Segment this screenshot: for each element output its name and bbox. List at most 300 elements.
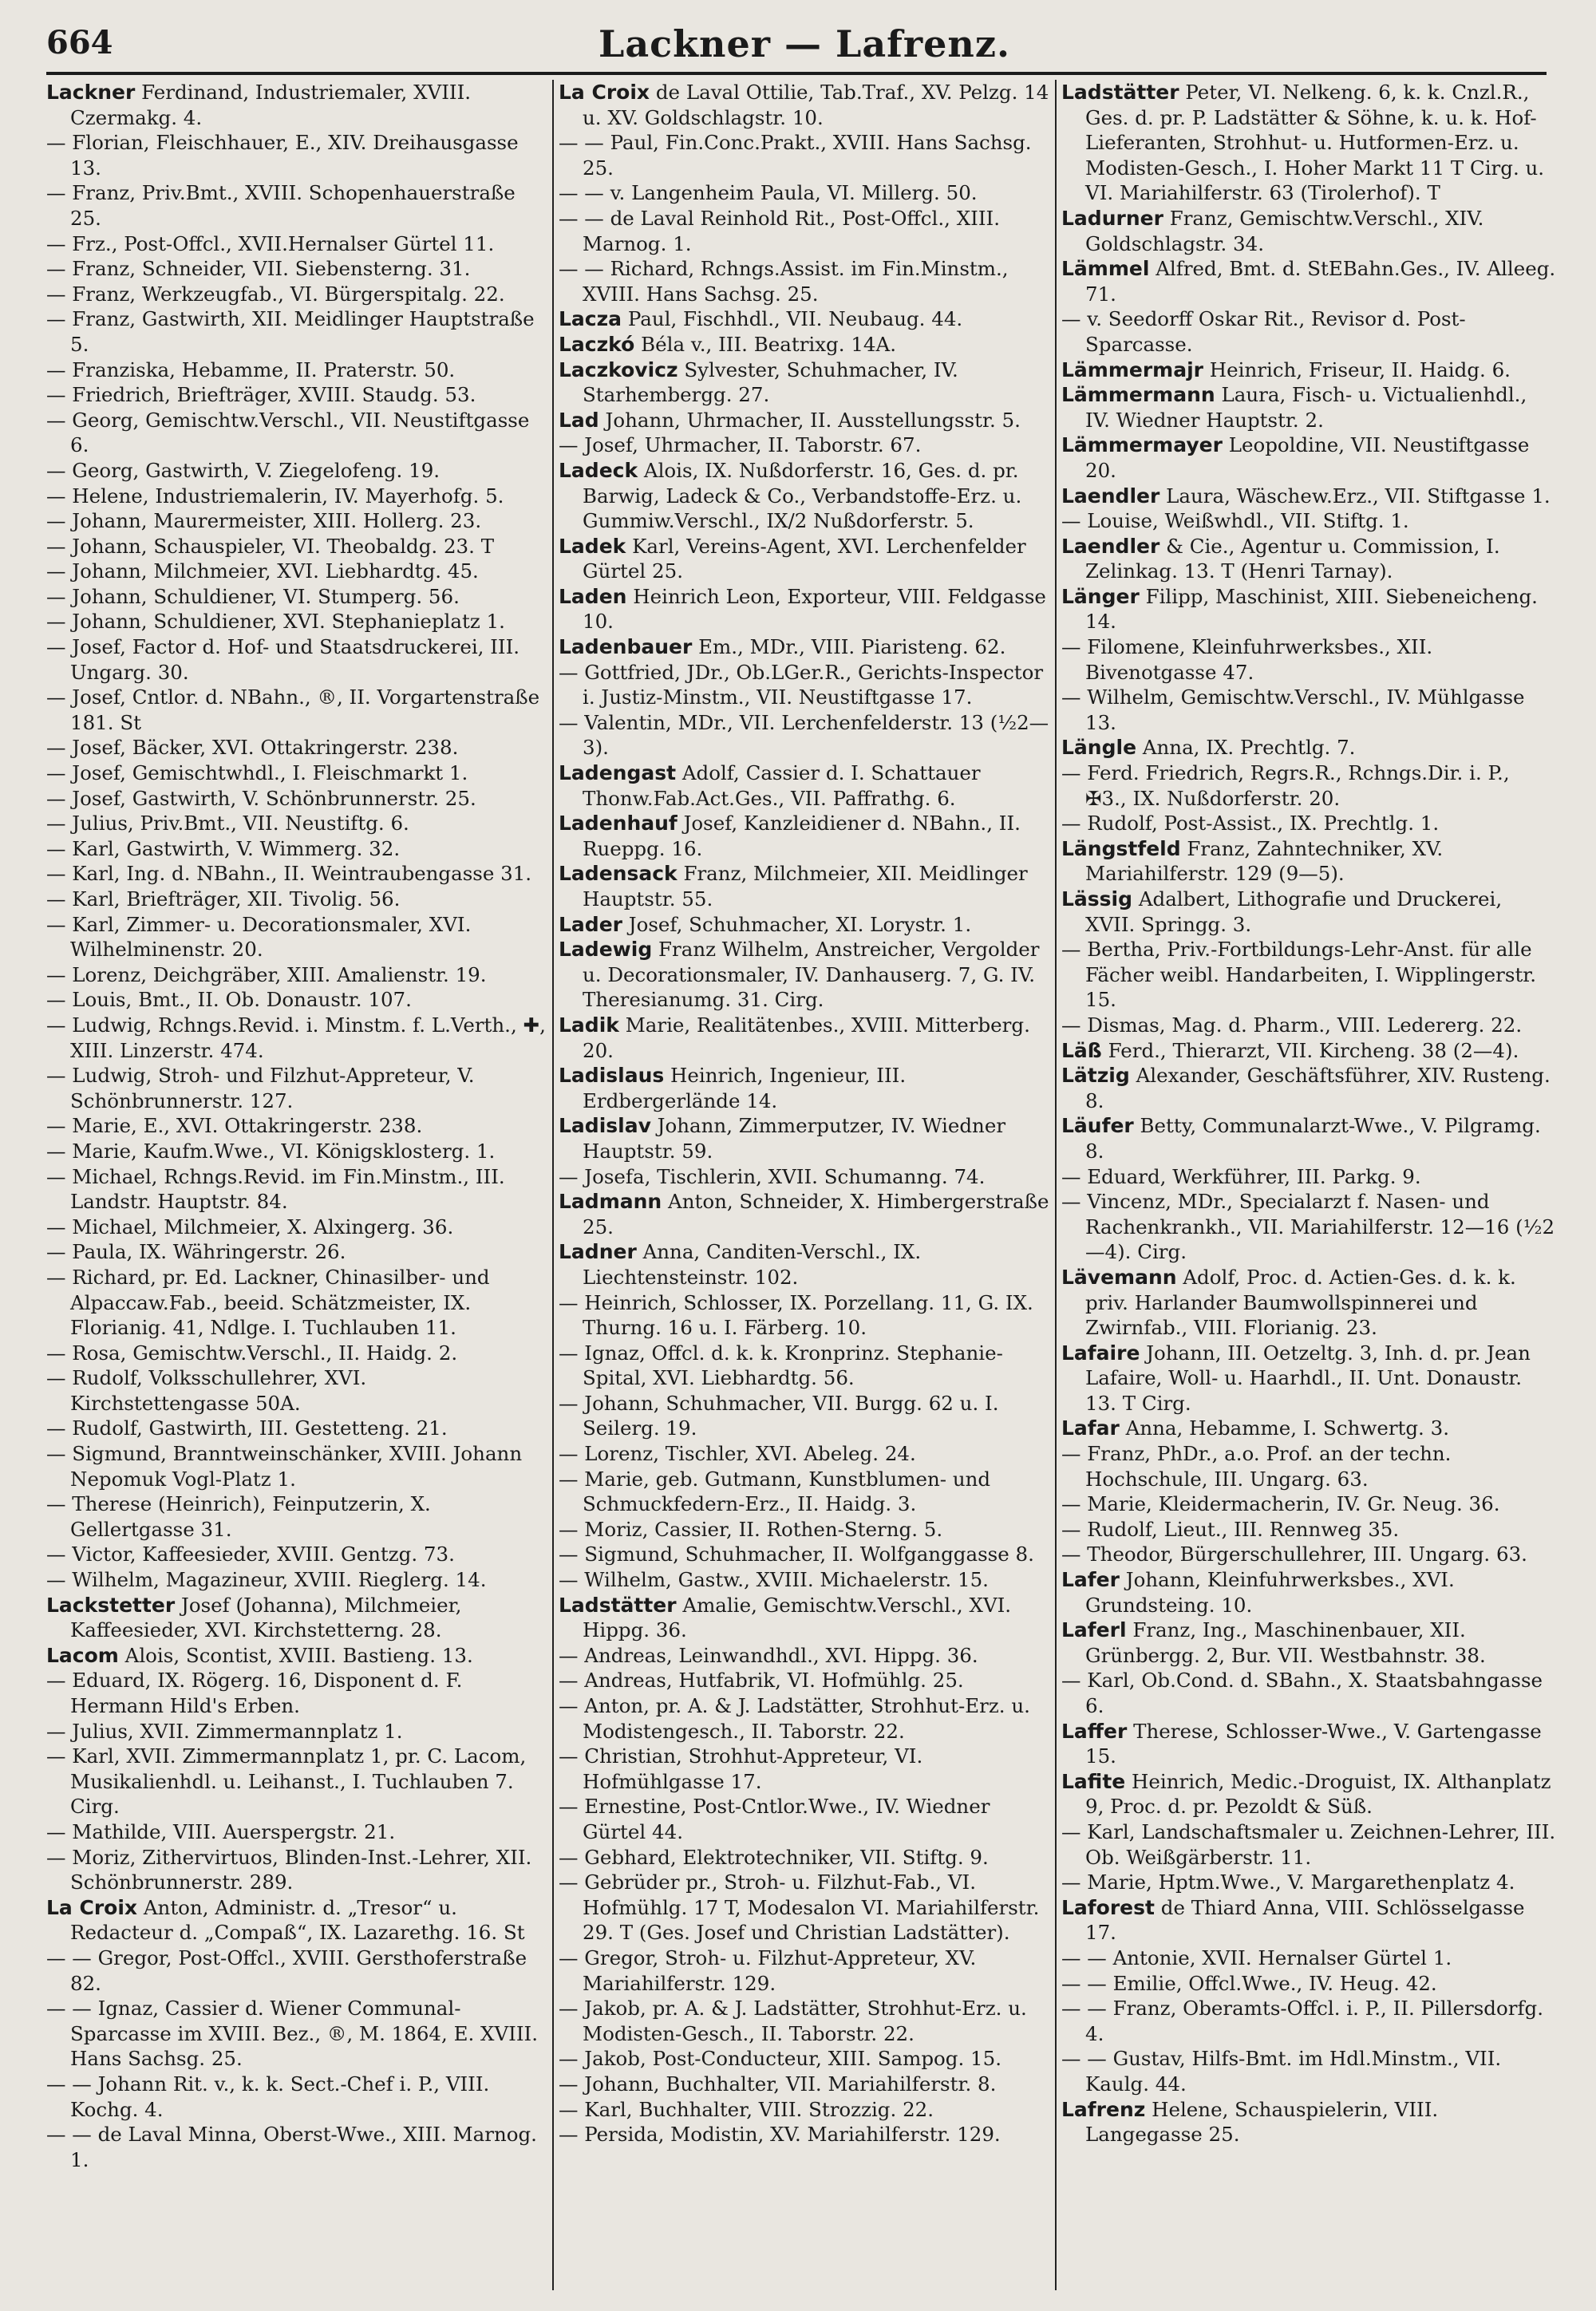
- entry-surname: Ladstätter: [559, 1593, 677, 1617]
- entry-text: — Gebhard, Elektrotechniker, VII. Stiftg. 9.: [559, 1845, 989, 1869]
- entry-text: — — de Laval Minna, Oberst-Wwe., XIII. Marnog. 1.: [46, 2123, 537, 2171]
- entry-text: Josef, Schuhmacher, XI. Lorystr. 1.: [622, 912, 972, 936]
- directory-entry: [46, 760, 547, 786]
- directory-entry: [46, 609, 547, 634]
- directory-entry: [559, 1290, 1050, 1341]
- directory-entry: [46, 1593, 547, 1643]
- directory-entry: [1061, 1038, 1556, 1064]
- entry-text: — Wilhelm, Gemischtw.Verschl., IV. Mühlgasse 13.: [1061, 685, 1525, 734]
- directory-entry: [559, 710, 1050, 760]
- entry-text: Heinrich, Friseur, II. Haidg. 6.: [1203, 358, 1511, 381]
- directory-entry: [1061, 1996, 1556, 2046]
- entry-text: Franz, Milchmeier, XII. Meidlinger Hauptstr. 55.: [583, 862, 1028, 911]
- directory-entry: [559, 1239, 1050, 1290]
- directory-entry: [1061, 811, 1556, 836]
- entry-text: — — Emilie, Offcl.Wwe., IV. Heug. 42.: [1061, 1971, 1437, 1995]
- entry-text: — Marie, E., XVI. Ottakringerstr. 238.: [46, 1114, 423, 1138]
- entry-text: — Anton, pr. A. & J. Ladstätter, Strohhut-Erz. u. Modistengesch., II. Taborstr. 22.: [559, 1694, 1030, 1743]
- directory-entry: [559, 130, 1050, 180]
- entry-text: — Johann, Schauspieler, VI. Theobaldg. 23. T: [46, 534, 495, 558]
- entry-surname: Lafar: [1061, 1416, 1120, 1440]
- entry-text: — Christian, Strohhut-Appreteur, VI. Hofmühlgasse 17.: [559, 1744, 923, 1793]
- directory-entry: [559, 358, 1050, 408]
- directory-entry: [1061, 433, 1556, 483]
- page-title: Lackner — Lafrenz.: [598, 22, 1011, 65]
- entry-text: — Jakob, pr. A. & J. Ladstätter, Strohhut-Erz. u. Modisten-Gesch., II. Taborstr. 22.: [559, 1997, 1027, 2045]
- directory-entry: [559, 1341, 1050, 1391]
- entry-text: Peter, VI. Nelkeng. 6, k. k. Cnzl.R., Ges. d. pr. P. Ladstätter & Söhne, k. u. k. Hof-Lieferanten, Strohhut- u. Hutformen-Erz. u. Modisten-Gesch., I. Hoher Markt 11 T Cirg. u. VI. Mariahilferstr. 63 (Tirolerhof). T: [1085, 81, 1545, 205]
- entry-text: — Rudolf, Post-Assist., IX. Prechtlg. 1.: [1061, 812, 1440, 836]
- directory-entry: [46, 1365, 547, 1416]
- entry-surname: Ladurner: [1061, 206, 1163, 230]
- directory-entry: [1061, 1870, 1556, 1895]
- entry-text: Karl, Vereins-Agent, XVI. Lerchenfelder Gürtel 25.: [583, 534, 1026, 583]
- directory-entry: [559, 1845, 1050, 1871]
- entry-text: — Persida, Modistin, XV. Mariahilferstr. 129.: [559, 2123, 1001, 2147]
- entry-text: — Karl, Zimmer- u. Decorationsmaler, XVI. Wilhelminenstr. 20.: [46, 912, 472, 962]
- directory-entry: [46, 1164, 547, 1215]
- directory-entry: [559, 306, 1050, 332]
- directory-entry: [559, 332, 1050, 358]
- directory-entry: [46, 358, 547, 383]
- directory-entry: [46, 962, 547, 988]
- directory-entry: [1061, 1769, 1556, 1819]
- directory-entry: [1061, 1416, 1556, 1441]
- directory-entry: [559, 1013, 1050, 1063]
- directory-entry: [1061, 1265, 1556, 1341]
- directory-entry: [559, 256, 1050, 306]
- directory-entry: [559, 433, 1050, 458]
- entry-text: — Andreas, Hutfabrik, VI. Hofmühlg. 25.: [559, 1669, 964, 1693]
- entry-text: Amalie, Gemischtw.Verschl., XVI. Hippg. 36.: [583, 1593, 1012, 1642]
- entry-text: — Josef, Bäcker, XVI. Ottakringerstr. 238.: [46, 736, 459, 760]
- entry-text: — Josef, Factor d. Hof- und Staatsdruckerei, III. Ungarg. 30.: [46, 635, 520, 684]
- directory-entry: [46, 559, 547, 584]
- entry-surname: Lafite: [1061, 1769, 1126, 1793]
- entry-text: — Marie, Kaufm.Wwe., VI. Königsklosterg. 1.: [46, 1139, 496, 1163]
- entry-text: Adalbert, Lithografie und Druckerei, XVII. Springg. 3.: [1085, 887, 1503, 936]
- entry-text: — Florian, Fleischhauer, E., XIV. Dreihausgasse 13.: [46, 131, 519, 180]
- entry-text: Adolf, Proc. d. Actien-Ges. d. k. k. priv. Harlander Baumwollspinnerei und Zwirnfab., VIII. Florianig. 23.: [1085, 1265, 1516, 1340]
- directory-entry: [1061, 1441, 1556, 1491]
- entry-text: Anton, Administr. d. „Tresor“ u. Redacteur d. „Compaß“, IX. Lazarethg. 16. St: [70, 1895, 525, 1945]
- directory-entry: [46, 634, 547, 685]
- entry-text: Anna, Canditen-Verschl., IX. Liechtensteinstr. 102.: [583, 1240, 922, 1289]
- directory-entry: [46, 1895, 547, 1946]
- entry-text: — Michael, Rchngs.Revid. im Fin.Minstm., III. Landstr. Hauptstr. 84.: [46, 1164, 505, 1214]
- entry-surname: Lad: [559, 408, 599, 432]
- directory-entry: [46, 1542, 547, 1567]
- entry-text: — Johann, Maurermeister, XIII. Hollerg. 23.: [46, 509, 482, 533]
- directory-entry: [559, 1391, 1050, 1441]
- entry-text: Alois, IX. Nußdorferstr. 16, Ges. d. pr. Barwig, Ladeck & Co., Verbandstoffe-Erz. u. Gummiw.Verschl., IX/2 Nußdorferstr. 5.: [583, 458, 1022, 533]
- directory-entry: [46, 306, 547, 357]
- entry-text: — Gottfried, JDr., Ob.LGer.R., Gerichts-Inspector i. Justiz-Minstm., VII. Neustiftgasse 17.: [559, 660, 1044, 709]
- entry-text: — Franz, PhDr., a.o. Prof. an der techn. Hochschule, III. Ungarg. 63.: [1061, 1442, 1452, 1491]
- entry-text: Sylvester, Schuhmacher, IV. Starhembergg. 27.: [583, 358, 958, 407]
- directory-entry: [46, 1013, 547, 1063]
- entry-text: — Moriz, Cassier, II. Rothen-Sterng. 5.: [559, 1517, 943, 1541]
- column-divider: [1055, 80, 1057, 2290]
- entry-surname: Laendler: [1061, 484, 1160, 508]
- entry-text: Betty, Communalarzt-Wwe., V. Pilgramg. 8.: [1085, 1114, 1541, 1163]
- column-2: [559, 80, 1050, 2290]
- directory-entry: [1061, 80, 1556, 206]
- entry-text: — Josef, Cntlor. d. NBahn., ®, II. Vorgartenstraße 181. St: [46, 685, 540, 734]
- entry-text: — Filomene, Kleinfuhrwerksbes., XII. Bivenotgasse 47.: [1061, 635, 1433, 684]
- directory-entry: [559, 2072, 1050, 2097]
- entry-text: Marie, Realitätenbes., XVIII. Mitterberg. 20.: [583, 1013, 1030, 1062]
- directory-entry: [46, 912, 547, 962]
- directory-entry: [1061, 484, 1556, 509]
- directory-entry: [1061, 937, 1556, 1013]
- directory-entry: [46, 1996, 547, 2072]
- directory-entry: [46, 1341, 547, 1366]
- entry-text: — — Gregor, Post-Offcl., XVIII. Gersthoferstraße 82.: [46, 1946, 527, 1995]
- entry-text: — Victor, Kaffeesieder, XVIII. Gentzg. 73.: [46, 1543, 455, 1566]
- directory-entry: [46, 1643, 547, 1669]
- directory-entry: [1061, 2046, 1556, 2096]
- page-number: 664: [46, 24, 113, 61]
- column-1: [46, 80, 547, 2290]
- directory-entry: [1061, 508, 1556, 534]
- entry-text: Heinrich, Medic.-Droguist, IX. Althanplatz 9, Proc. d. pr. Pezoldt & Süß.: [1085, 1769, 1551, 1819]
- entry-text: Alois, Scontist, XVIII. Bastieng. 13.: [118, 1643, 473, 1667]
- directory-entry: [1061, 1491, 1556, 1517]
- column-3: [1061, 80, 1556, 2290]
- entry-text: Anton, Schneider, X. Himbergerstraße 25.: [583, 1190, 1049, 1238]
- entry-surname: Laendler: [1061, 534, 1160, 558]
- entry-surname: Lätzig: [1061, 1064, 1130, 1088]
- directory-entry: [46, 836, 547, 862]
- entry-text: — Therese (Heinrich), Feinputzerin, X. Gellertgasse 31.: [46, 1492, 431, 1541]
- directory-entry: [46, 484, 547, 509]
- entry-text: Johann, III. Oetzeltg. 3, Inh. d. pr. Jean Lafaire, Woll- u. Haarhdl., II. Unt. Donaustr. 13. T Cirg.: [1085, 1341, 1531, 1415]
- directory-entry: [559, 1164, 1050, 1190]
- entry-surname: Ladengast: [559, 761, 677, 785]
- directory-entry: [46, 1744, 547, 1819]
- entry-text: — Andreas, Leinwandhdl., XVI. Hippg. 36.: [559, 1643, 978, 1667]
- entry-text: — Johann, Buchhalter, VII. Mariahilferstr. 8.: [559, 2072, 997, 2096]
- directory-entry: [1061, 887, 1556, 937]
- directory-entry: [559, 1996, 1050, 2046]
- entry-surname: Laffer: [1061, 1719, 1128, 1743]
- entry-surname: Läß: [1061, 1038, 1102, 1062]
- entry-text: — Heinrich, Schlosser, IX. Porzellang. 11, G. IX. Thurng. 16 u. I. Färberg. 10.: [559, 1290, 1033, 1340]
- directory-entry: [1061, 1819, 1556, 1870]
- entry-text: — Gebrüder pr., Stroh- u. Filzhut-Fab., VI. Hofmühlg. 17 T, Modesalon VI. Mariahilferstr. 29. T (Ges. Josef und Christian Ladstätter).: [559, 1871, 1040, 1945]
- directory-entry: [1061, 584, 1556, 634]
- directory-entry: [46, 1441, 547, 1491]
- entry-surname: Lämmermayer: [1061, 433, 1223, 457]
- entry-surname: Lafaire: [1061, 1341, 1140, 1365]
- entry-text: Adolf, Cassier d. I. Schattauer Thonw.Fab.Act.Ges., VII. Paffrathg. 6.: [583, 761, 981, 810]
- entry-surname: Lämmermann: [1061, 383, 1215, 407]
- entry-text: Josef (Johanna), Milchmeier, Kaffeesieder, XVI. Kirchstetterng. 28.: [70, 1593, 462, 1642]
- entry-text: — Johann, Milchmeier, XVI. Liebhardtg. 45.: [46, 559, 479, 583]
- directory-entry: [559, 180, 1050, 206]
- entry-text: — Franz, Gastwirth, XII. Meidlinger Hauptstraße 5.: [46, 307, 535, 356]
- directory-entry: [1061, 1063, 1556, 1113]
- entry-surname: Ladislaus: [559, 1064, 665, 1088]
- directory-entry: [46, 508, 547, 534]
- entry-text: Leopoldine, VII. Neustiftgasse 20.: [1085, 433, 1530, 482]
- directory-entry: [46, 1567, 547, 1593]
- directory-entry: [46, 1139, 547, 1164]
- directory-entry: [559, 408, 1050, 433]
- entry-text: — Valentin, MDr., VII. Lerchenfelderstr. 13 (½2—3).: [559, 710, 1049, 760]
- directory-entry: [46, 2072, 547, 2122]
- entry-text: — Josef, Uhrmacher, II. Taborstr. 67.: [559, 433, 922, 457]
- entry-text: — Friedrich, Briefträger, XVIII. Staudg. 53.: [46, 383, 476, 407]
- directory-entry: [559, 1946, 1050, 1996]
- directory-entry: [559, 1794, 1050, 1844]
- directory-entry: [559, 2122, 1050, 2147]
- entry-text: Alfred, Bmt. d. StEBahn.Ges., IV. Alleeg. 71.: [1085, 257, 1556, 306]
- directory-entry: [1061, 1668, 1556, 1718]
- entry-surname: Laforest: [1061, 1895, 1155, 1919]
- entry-text: Laura, Wäschew.Erz., VII. Stiftgasse 1.: [1159, 484, 1551, 508]
- directory-entry: [559, 206, 1050, 256]
- entry-surname: Laden: [559, 584, 627, 608]
- directory-entry: [46, 811, 547, 836]
- directory-entry: [46, 130, 547, 180]
- entry-text: — Wilhelm, Magazineur, XVIII. Rieglerg. 14.: [46, 1568, 487, 1592]
- entry-text: Heinrich, Ingenieur, III. Erdbergerlände 14.: [583, 1064, 907, 1112]
- directory-entry: [559, 1643, 1050, 1669]
- entry-text: — Michael, Milchmeier, X. Alxingerg. 36.: [46, 1215, 454, 1238]
- entry-text: — Marie, Kleidermacherin, IV. Gr. Neug. 36.: [1061, 1492, 1500, 1516]
- entry-surname: Lafrenz: [1061, 2097, 1146, 2121]
- entry-surname: Laczkó: [559, 332, 635, 356]
- entry-surname: Ladik: [559, 1013, 619, 1037]
- directory-entry: [1061, 1618, 1556, 1668]
- entry-text: — — Paul, Fin.Conc.Prakt., XVIII. Hans Sachsg. 25.: [559, 131, 1032, 180]
- entry-text: Franz Wilhelm, Anstreicher, Vergolder u. Decorationsmaler, IV. Danhauserg. 7, G. IV. Theresianumg. 31. Cirg.: [583, 938, 1040, 1012]
- directory-entry: [46, 231, 547, 257]
- entry-text: — Karl, Ob.Cond. d. SBahn., X. Staatsbahngasse 6.: [1061, 1669, 1543, 1717]
- entry-text: Em., MDr., VIII. Piaristeng. 62.: [692, 635, 1006, 659]
- entry-text: — Rudolf, Gastwirth, III. Gestetteng. 21.: [46, 1416, 448, 1440]
- directory-entry: [46, 987, 547, 1013]
- directory-entry: [559, 1189, 1050, 1239]
- entry-text: — Helene, Industriemalerin, IV. Mayerhofg. 5.: [46, 484, 504, 508]
- directory-entry: [1061, 534, 1556, 584]
- entry-surname: Ladewig: [559, 938, 653, 962]
- entry-text: Johann, Zimmerputzer, IV. Wiedner Hauptstr. 59.: [583, 1114, 1006, 1163]
- entry-text: — Lorenz, Tischler, XVI. Abeleg. 24.: [559, 1442, 916, 1466]
- entry-text: — Ernestine, Post-Cntlor.Wwe., IV. Wiedner Gürtel 44.: [559, 1795, 990, 1843]
- entry-surname: Ladek: [559, 534, 626, 558]
- entry-text: — Marie, geb. Gutmann, Kunstblumen- und Schmuckfedern-Erz., II. Haidg. 3.: [559, 1467, 991, 1516]
- directory-entry: [559, 1542, 1050, 1567]
- directory-entry: [559, 811, 1050, 861]
- directory-entry: [559, 1668, 1050, 1693]
- entry-text: — — v. Langenheim Paula, VI. Millerg. 50.: [559, 181, 978, 205]
- entry-text: — — Richard, Rchngs.Assist. im Fin.Minstm., XVIII. Hans Sachsg. 25.: [559, 257, 1009, 306]
- entry-text: — — Gustav, Hilfs-Bmt. im Hdl.Minstm., VII. Kaulg. 44.: [1061, 2047, 1502, 2096]
- entry-surname: Lacom: [46, 1643, 119, 1667]
- directory-entry: [46, 382, 547, 408]
- entry-text: — Ludwig, Rchngs.Revid. i. Minstm. f. L.Verth., ✚, XIII. Linzerstr. 474.: [46, 1013, 546, 1062]
- column-divider: [552, 80, 554, 2290]
- directory-entry: [46, 1819, 547, 1845]
- directory-entry: [46, 887, 547, 912]
- entry-surname: La Croix: [559, 81, 650, 104]
- entry-surname: Lämmermajr: [1061, 358, 1204, 381]
- entry-surname: Ladstätter: [1061, 81, 1179, 104]
- entry-surname: Lackstetter: [46, 1593, 176, 1617]
- entry-text: — Karl, Gastwirth, V. Wimmerg. 32.: [46, 836, 401, 860]
- entry-surname: Länger: [1061, 584, 1140, 608]
- entry-surname: Läufer: [1061, 1114, 1134, 1138]
- directory-entry: [559, 861, 1050, 911]
- entry-surname: Ladmann: [559, 1190, 662, 1214]
- directory-entry: [559, 584, 1050, 634]
- directory-entry: [1061, 1517, 1556, 1543]
- entry-text: Paul, Fischhdl., VII. Neubaug. 44.: [622, 307, 963, 331]
- directory-entry: [46, 1265, 547, 1341]
- directory-entry: [1061, 256, 1556, 306]
- entry-text: — — Antonie, XVII. Hernalser Gürtel 1.: [1061, 1946, 1452, 1969]
- page-header: [46, 18, 1562, 70]
- entry-text: — Johann, Schuldiener, XVI. Stephanieplatz 1.: [46, 610, 505, 634]
- entry-text: Helene, Schauspielerin, VIII. Langegasse 25.: [1085, 2097, 1439, 2147]
- entry-text: — Wilhelm, Gastw., XVIII. Michaelerstr. 15.: [559, 1568, 989, 1592]
- entry-text: — Bertha, Priv.-Fortbildungs-Lehr-Anst. für alle Fächer weibl. Handarbeiten, I. Wipplingerstr. 15.: [1061, 938, 1537, 1012]
- entry-text: — Sigmund, Branntweinschänker, XVIII. Johann Nepomuk Vogl-Platz 1.: [46, 1442, 523, 1491]
- entry-surname: Ladenbauer: [559, 635, 693, 659]
- directory-entry: [559, 1517, 1050, 1543]
- entry-text: Therese, Schlosser-Wwe., V. Gartengasse 15.: [1085, 1719, 1542, 1768]
- entry-text: Ferd., Thierarzt, VII. Kircheng. 38 (2—4).: [1101, 1038, 1519, 1062]
- directory-entry: [1061, 735, 1556, 760]
- entry-text: — Louis, Bmt., II. Ob. Donaustr. 107.: [46, 988, 412, 1012]
- entry-text: — Vincenz, MDr., Specialarzt f. Nasen- und Rachenkrankh., VII. Mariahilferstr. 12—16 (½2—4). Cirg.: [1061, 1190, 1555, 1264]
- entry-text: — Johann, Schuldiener, VI. Stumperg. 56.: [46, 584, 460, 608]
- entry-text: Filipp, Maschinist, XIII. Siebeneicheng. 14.: [1085, 584, 1538, 634]
- entry-text: — — Johann Rit. v., k. k. Sect.-Chef i. P., VIII. Kochg. 4.: [46, 2072, 490, 2121]
- directory-entry: [559, 1567, 1050, 1593]
- directory-entry: [1061, 685, 1556, 735]
- entry-text: — Ignaz, Offcl. d. k. k. Kronprinz. Stephanie-Spital, XVI. Liebhardtg. 56.: [559, 1341, 1003, 1390]
- entry-surname: Lämmel: [1061, 257, 1150, 281]
- entry-text: — — Franz, Oberamts-Offcl. i. P., II. Pillersdorfg. 4.: [1061, 1997, 1543, 2045]
- entry-text: & Cie., Agentur u. Commission, I. Zelinkag. 13. T (Henri Tarnay).: [1085, 534, 1500, 583]
- entry-text: — Eduard, IX. Rögerg. 16, Disponent d. F. Hermann Hild's Erben.: [46, 1669, 463, 1717]
- directory-entry: [1061, 1567, 1556, 1618]
- entry-text: — Richard, pr. Ed. Lackner, Chinasilber- und Alpaccaw.Fab., beeid. Schätzmeister, IX. Florianig. 41, Ndlge. I. Tuchlauben 11.: [46, 1265, 490, 1340]
- header-rule: [46, 72, 1547, 75]
- directory-entry: [46, 786, 547, 812]
- entry-text: — v. Seedorff Oskar Rit., Revisor d. Post-Sparcasse.: [1061, 307, 1466, 356]
- directory-entry: [1061, 1164, 1556, 1190]
- directory-entry: [46, 2122, 547, 2172]
- entry-surname: Laferl: [1061, 1618, 1127, 1642]
- directory-entry: [1061, 1189, 1556, 1265]
- directory-entry: [559, 1693, 1050, 1744]
- entry-text: Béla v., III. Beatrixg. 14A.: [634, 332, 896, 356]
- directory-entry: [46, 861, 547, 887]
- directory-entry: [46, 180, 547, 231]
- directory-entry: [559, 912, 1050, 938]
- entry-surname: Ladislav: [559, 1114, 651, 1138]
- directory-entry: [1061, 2097, 1556, 2147]
- directory-entry: [46, 1668, 547, 1718]
- entry-text: — Franz, Schneider, VII. Siebensterng. 31.: [46, 257, 471, 281]
- entry-surname: Ladenhauf: [559, 812, 678, 836]
- entry-text: — Ludwig, Stroh- und Filzhut-Appreteur, V. Schönbrunnerstr. 127.: [46, 1064, 475, 1112]
- entry-text: — — de Laval Reinhold Rit., Post-Offcl., XIII. Marnog. 1.: [559, 206, 1000, 255]
- directory-entry: [559, 458, 1050, 534]
- entry-text: — Louise, Weißwhdl., VII. Stiftg. 1.: [1061, 509, 1409, 533]
- directory-entry: [1061, 760, 1556, 811]
- entry-text: — Josef, Gemischtwhdl., I. Fleischmarkt 1.: [46, 761, 468, 785]
- entry-text: — Rudolf, Lieut., III. Rennweg 35.: [1061, 1517, 1400, 1541]
- entry-text: — Eduard, Werkführer, III. Parkg. 9.: [1061, 1164, 1421, 1188]
- entry-text: — Marie, Hptm.Wwe., V. Margarethenplatz 4.: [1061, 1871, 1515, 1894]
- entry-text: — Paula, IX. Währingerstr. 26.: [46, 1240, 346, 1264]
- entry-surname: Lafer: [1061, 1568, 1120, 1592]
- directory-entry: [559, 2046, 1050, 2072]
- entry-surname: Lacza: [559, 307, 622, 331]
- entry-text: Anna, Hebamme, I. Schwertg. 3.: [1119, 1416, 1450, 1440]
- entry-text: Heinrich Leon, Exporteur, VIII. Feldgasse 10.: [583, 584, 1046, 634]
- entry-text: Ferdinand, Industriemaler, XVIII. Czermakg. 4.: [70, 81, 472, 129]
- entry-text: — Karl, Landschaftsmaler u. Zeichnen-Lehrer, III. Ob. Weißgärberstr. 11.: [1061, 1819, 1556, 1869]
- entry-text: — Julius, XVII. Zimmermannplatz 1.: [46, 1719, 403, 1743]
- entry-text: — Ferd. Friedrich, Regrs.R., Rchngs.Dir. i. P., ✠3., IX. Nußdorferstr. 20.: [1061, 761, 1510, 810]
- entry-text: — Josef, Gastwirth, V. Schönbrunnerstr. 25.: [46, 786, 476, 810]
- directory-entry: [1061, 836, 1556, 887]
- directory-entry: [46, 256, 547, 282]
- entry-text: — Rudolf, Volksschullehrer, XVI. Kirchstettengasse 50A.: [46, 1366, 367, 1415]
- entry-text: — Franz, Werkzeugfab., VI. Bürgerspitalg. 22.: [46, 282, 505, 306]
- directory-entry: [1061, 358, 1556, 383]
- entry-text: Laura, Fisch- u. Victualienhdl., IV. Wiedner Hauptstr. 2.: [1085, 383, 1527, 432]
- entry-surname: Lässig: [1061, 887, 1133, 911]
- entry-surname: Lävemann: [1061, 1265, 1177, 1289]
- entry-text: — Dismas, Mag. d. Pharm., VIII. Ledererg. 22.: [1061, 1013, 1523, 1037]
- entry-text: — Franz, Priv.Bmt., XVIII. Schopenhauerstraße 25.: [46, 181, 516, 230]
- entry-surname: Ladensack: [559, 862, 678, 886]
- directory-entry: [46, 1063, 547, 1113]
- directory-entry: [559, 2097, 1050, 2123]
- entry-text: — Moriz, Zithervirtuos, Blinden-Inst.-Lehrer, XII. Schönbrunnerstr. 289.: [46, 1845, 532, 1894]
- directory-entry: [1061, 1971, 1556, 1997]
- entry-text: — Frz., Post-Offcl., XVII.Hernalser Gürtel 11.: [46, 231, 495, 255]
- directory-entry: [46, 408, 547, 458]
- entry-text: — Josefa, Tischlerin, XVII. Schumanng. 74.: [559, 1164, 986, 1188]
- directory-entry: [46, 1491, 547, 1542]
- entry-text: de Laval Ottilie, Tab.Traf., XV. Pelzg. 14 u. XV. Goldschlagstr. 10.: [583, 81, 1049, 129]
- directory-entry: [1061, 1013, 1556, 1038]
- directory-entry: [559, 760, 1050, 811]
- entry-surname: Lader: [559, 912, 622, 936]
- directory-entry: [46, 1719, 547, 1744]
- directory-entry: [559, 534, 1050, 584]
- entry-text: Franz, Gemischtw.Verschl., XIV. Goldschlagstr. 34.: [1085, 206, 1484, 255]
- directory-entry: [559, 1063, 1050, 1113]
- directory-entry: [46, 1946, 547, 1996]
- entry-text: — Mathilde, VIII. Auerspergstr. 21.: [46, 1819, 396, 1843]
- entry-text: — Theodor, Bürgerschullehrer, III. Ungarg. 63.: [1061, 1543, 1527, 1566]
- directory-entry: [46, 1113, 547, 1139]
- entry-text: Franz, Zahntechniker, XV. Mariahilferstr. 129 (9—5).: [1085, 836, 1444, 886]
- directory-entry: [46, 584, 547, 610]
- directory-entry: [1061, 1719, 1556, 1769]
- directory-entry: [1061, 1946, 1556, 1971]
